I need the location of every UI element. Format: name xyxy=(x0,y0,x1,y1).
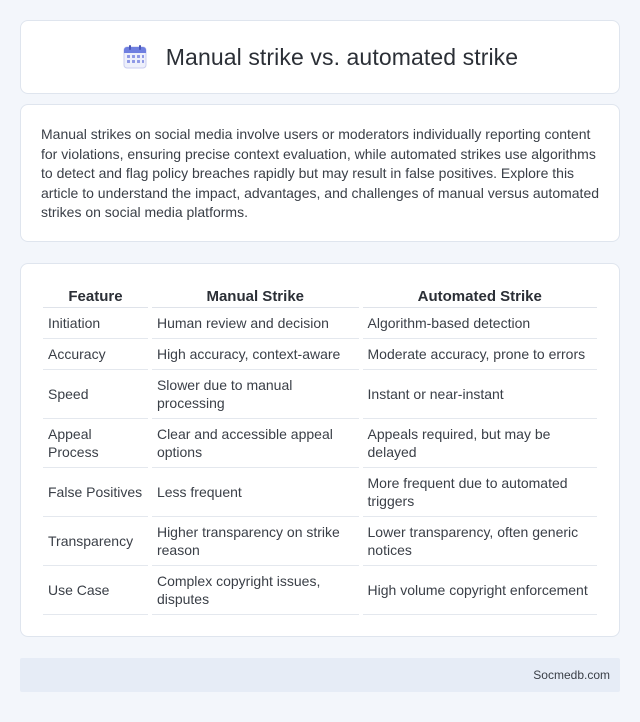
manual-cell: Complex copyright issues, disputes xyxy=(152,566,359,615)
feature-cell: Accuracy xyxy=(43,339,148,370)
title-wrap xyxy=(122,44,518,71)
automated-cell: More frequent due to automated triggers xyxy=(363,468,597,517)
table-row xyxy=(43,308,597,339)
table-row xyxy=(43,419,597,468)
comparison-table xyxy=(39,284,601,615)
table-row xyxy=(43,566,597,615)
feature-cell: False Positives xyxy=(43,468,148,517)
table-row xyxy=(43,517,597,566)
header-manual-strike: Manual Strike xyxy=(152,284,359,308)
feature-cell: Initiation xyxy=(43,308,148,339)
manual-cell: High accuracy, context-aware xyxy=(152,339,359,370)
automated-cell: Algorithm-based detection xyxy=(363,308,597,339)
feature-cell: Transparency xyxy=(43,517,148,566)
comparison-table-card xyxy=(20,263,620,637)
calendar-icon xyxy=(122,44,148,70)
table-row xyxy=(43,339,597,370)
manual-cell: Human review and decision xyxy=(152,308,359,339)
feature-cell: Speed xyxy=(43,370,148,419)
automated-cell: High volume copyright enforcement xyxy=(363,566,597,615)
footer-site-link[interactable]: Socmedb.com xyxy=(533,668,610,682)
automated-cell: Instant or near-instant xyxy=(363,370,597,419)
header-feature: Feature xyxy=(43,284,148,308)
feature-cell: Appeal Process xyxy=(43,419,148,468)
automated-cell: Appeals required, but may be delayed xyxy=(363,419,597,468)
table-row xyxy=(43,468,597,517)
footer-bar xyxy=(20,658,620,692)
intro-paragraph: Manual strikes on social media involve users or moderators individually reporting content for violations, ensuring precise context evaluation, while automated strikes use algorithms to detect and flag policy breaches rapidly but may result in false positives. Explore this article to understand the impact, advantages, and challenges of manual versus automated strikes on social media platforms. xyxy=(41,126,600,221)
header-automated-strike: Automated Strike xyxy=(363,284,597,308)
manual-cell: Slower due to manual processing xyxy=(152,370,359,419)
title-card xyxy=(20,20,620,94)
table-row xyxy=(43,370,597,419)
automated-cell: Moderate accuracy, prone to errors xyxy=(363,339,597,370)
page-title: Manual strike vs. automated strike xyxy=(165,43,519,70)
automated-cell: Lower transparency, often generic notices xyxy=(363,517,597,566)
manual-cell: Higher transparency on strike reason xyxy=(152,517,359,566)
table-header-row xyxy=(43,284,597,308)
intro-card xyxy=(20,104,620,242)
manual-cell: Clear and accessible appeal options xyxy=(152,419,359,468)
feature-cell: Use Case xyxy=(43,566,148,615)
manual-cell: Less frequent xyxy=(152,468,359,517)
